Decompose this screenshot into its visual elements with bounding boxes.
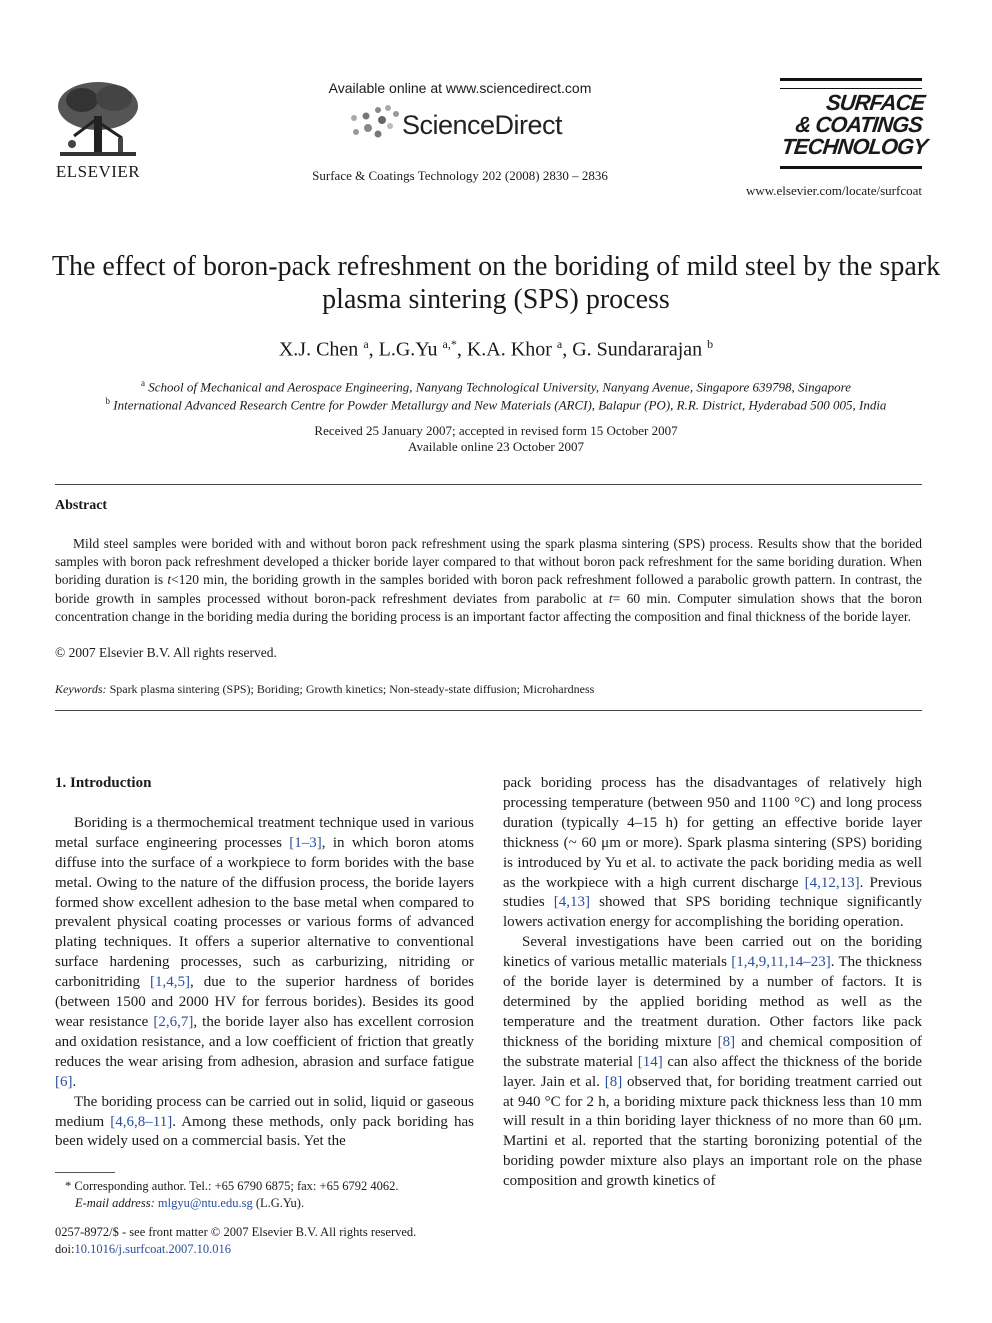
paragraph-continued: pack boriding process has the disadvantages of relatively high processing temperature (between 950 and 1100 °C) and long process duration (typically 4–15 h) for getting an effective boride layer thickness (~ 60 μm or more). Spark plasma sintering (SPS) boriding is introduced by Yu et al. to activate the pack boriding media as well as the workpiece with a high current discharge [4,12,13]. Previous studies [4,13] showed that SPS boriding technique significantly lowers activation energy for accomplishing the boriding operation. [503,775,922,931]
body-column-left [55,774,474,1152]
citation-link[interactable]: [4,6,8–11] [110,1113,173,1130]
author-name: K.A. Khor [466,338,552,361]
citation-link[interactable]: [4,13] [553,894,591,911]
citation-link[interactable]: [14] [637,1053,663,1070]
journal-logo: SURFACE & COATINGS TECHNOLOGY [780,90,929,159]
author-affil-mark: a [556,337,563,351]
article-title: The effect of boron-pack refreshment on the boriding of mild steel by the spark plasma sintering (SPS) process [51,251,941,315]
footnote-rule [55,1172,115,1173]
affiliation-a: $^a$ School of Mechanical and Aerospace Engineering, Nanyang Technological University, Nanyang Avenue, Singapore 639798, Singapore [141,378,851,395]
publisher-name: ELSEVIER [55,162,141,181]
author-affil-mark: b [707,337,714,351]
doi-line: doi:10.1016/j.surfcoat.2007.10.016 [55,1242,232,1256]
citation-link[interactable]: [1–3] [289,834,322,851]
divider [55,484,922,485]
footnote [55,1178,475,1212]
journal-logo-rule-top [780,78,922,81]
author-name: L.G.Yu [378,338,438,361]
citation-link[interactable]: [4,12,13] [804,874,860,891]
page-footer [55,1224,475,1258]
abstract-heading: Abstract [55,498,108,513]
divider [55,710,922,711]
corresponding-author-note: * Corresponding author. Tel.: +65 6790 6875; fax: +65 6792 4062. [65,1179,399,1193]
author-name: G. Sundararajan [572,338,703,361]
author-list: X.J. Chen $^a$, L.G.Yu $^{a,*}$, K.A. Khor $^a$, G. Sundararajan $^b$ [278,337,714,361]
abstract-body: Mild steel samples were borided with and without boron pack refreshment using the spark plasma sintering (SPS) process. Results show that the borided samples with boron pack refreshment developed a thicker boride layer compared to that without boron pack refreshment for the same boriding duration. When boriding duration is t<120 min, the boriding growth in the samples borided with boron pack refreshment followed a parabolic growth pattern. In contrast, the boride growth in samples processed without boron-pack refreshment deviates from parabolic at t= 60 min. Computer simulation shows that the boron concentration change in the boriding media during the boriding process is an important factor affecting the composition and final thickness of the boride layer. [55,536,922,624]
citation-link[interactable]: [8] [717,1033,736,1050]
sciencedirect-wordmark: ScienceDirect [402,110,563,140]
journal-reference: Surface & Coatings Technology 202 (2008) 2830 – 2836 [312,168,608,183]
abstract-copyright: © 2007 Elsevier B.V. All rights reserved. [55,645,277,660]
citation-link[interactable]: [1,4,9,11,14–23] [731,954,831,971]
keywords-list: Spark plasma sintering (SPS); Boriding; Growth kinetics; Non-steady-state diffusion; Microhardness [109,682,595,696]
paragraph: Several investigations have been carried out on the boriding kinetics of various metallic materials [1,4,9,11,14–23]. The thickness of the boride layer is determined by a number of factors. It is determined by the applied boriding method as well as the temperature and the treatment duration. Other factors like pack thickness of the boriding mixture [8] and chemical composition of the substrate material [14] can also affect the thickness of the boride layer. Jain et al. [8] observed that, for boriding treatment carried out at 940 °C for 2 h, a boriding mixture pack thickness less than 10 mm will result in a thin boriding layer thickness of no more than 60 μm. Martini et al. reported that the starting boronizing potential of the boriding powder mixture also plays an important role on the phase composition and growth kinetics of [503,934,922,1190]
citation-link[interactable]: [2,6,7] [153,1013,194,1030]
issn-line: 0257-8972/$ - see front matter © 2007 Elsevier B.V. All rights reserved. [55,1225,417,1239]
author-affil-mark: a [363,337,369,351]
paragraph: The boriding process can be carried out in solid, liquid or gaseous medium [4,6,8–11]. Among these methods, only pack boriding has been widely used on a commercial basis. Yet the [55,1093,474,1150]
keywords [55,682,922,697]
author-name: X.J. Chen [278,338,359,361]
journal-url[interactable]: www.elsevier.com/locate/surfcoat [745,183,922,198]
citation-link[interactable]: [8] [604,1073,623,1090]
author-affil-mark: a,* [442,337,457,351]
available-date: Available online 23 October 2007 [408,439,584,454]
doi-link[interactable]: 10.1016/j.surfcoat.2007.10.016 [74,1242,232,1256]
journal-logo-rule-thin [780,88,922,89]
journal-logo-rule-bottom [780,166,922,169]
affiliation-b: $^b$ International Advanced Research Centre for Powder Metallurgy and New Materials (ARCI), Balapur (PO), R.R. District, Hyderabad 500 005, India [105,396,887,413]
email-note: E-mail address: mlgyu@ntu.edu.sg (L.G.Yu). [75,1196,305,1210]
received-dates: Received 25 January 2007; accepted in revised form 15 October 2007 [314,423,678,438]
keywords-label: Keywords: [55,682,107,696]
body-column-right [503,774,922,1192]
paragraph: Boriding is a thermochemical treatment technique used in various metal surface engineering processes [1–3], in which boron atoms diffuse into the surface of a workpiece to form borides with the base metal. Owing to the nature of the diffusion process, the boride layers formed show excellent adhesion to the base metal when compared to prevalent physical coating processes or various forms of advanced plating techniques. It offers a superior alternative to conventional surface hardening processes, such as carburizing, nitriding or carbonitriding [1,4,5], due to the superior hardness of borides (between 1500 and 2000 HV for ferrous borides). Besides its good wear resistance [2,6,7], the boride layer also has excellent corrosion and oxidation resistance, and a low coefficient of friction that greatly reduces the wear arising from adhesion, abrasion and surface fatigue [6]. [55,814,474,1090]
citation-link[interactable]: [6] [55,1073,73,1090]
available-online: Available online at www.sciencedirect.com [328,80,592,96]
section-heading: 1. Introduction [55,775,152,791]
citation-link[interactable]: [1,4,5] [150,974,191,991]
email-link[interactable]: mlgyu@ntu.edu.sg [157,1196,253,1210]
